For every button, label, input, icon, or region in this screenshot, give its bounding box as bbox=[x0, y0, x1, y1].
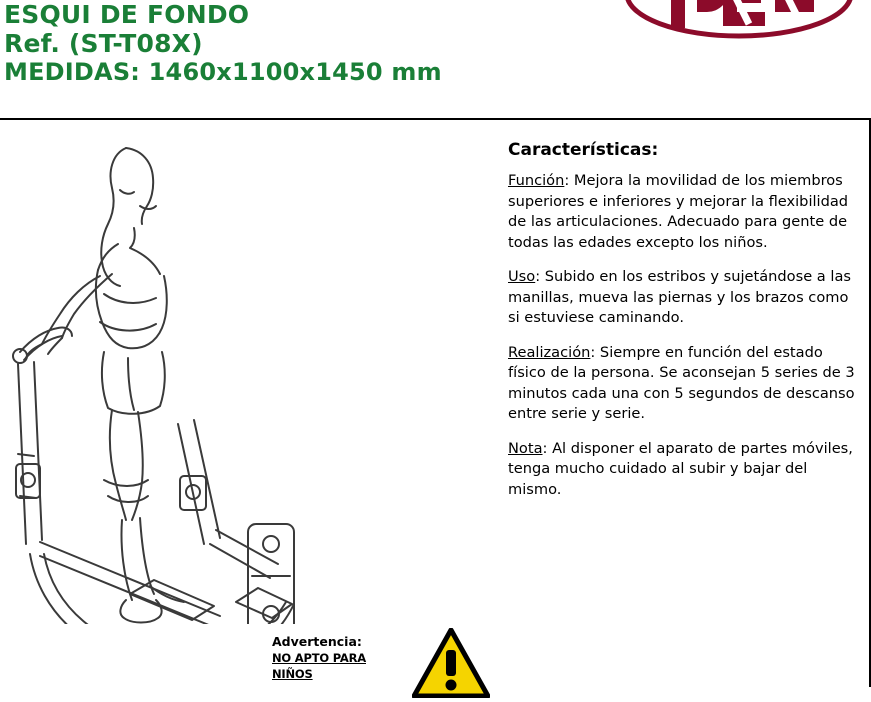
warning-block bbox=[272, 630, 492, 690]
product-illustration bbox=[0, 124, 470, 624]
feature-paragraph-funcion bbox=[508, 171, 858, 253]
warning-text bbox=[272, 634, 398, 682]
feature-paragraph-nota bbox=[508, 439, 858, 501]
feature-lead-uso: Uso bbox=[508, 268, 536, 285]
feature-lead-realizacion: Realización bbox=[508, 343, 591, 361]
feature-lead-nota: Nota bbox=[508, 439, 543, 457]
warning-triangle-icon bbox=[412, 628, 490, 698]
product-title-block bbox=[4, 0, 564, 87]
feature-lead-funcion: Función bbox=[508, 172, 565, 189]
feature-body-uso: : Subido en los estribos y sujetándose a las manillas, mueva las piernas y los brazos como si estuviese caminando. bbox=[508, 268, 851, 326]
features-column bbox=[508, 140, 858, 514]
features-heading: Características: bbox=[508, 140, 659, 160]
product-reference: Ref. (ST-T08X) bbox=[4, 29, 203, 58]
feature-paragraph-realizacion bbox=[508, 343, 858, 425]
header-divider bbox=[0, 118, 871, 120]
product-name: ESQUI DE FONDO bbox=[4, 0, 250, 29]
company-logo bbox=[623, 0, 855, 62]
feature-paragraph-uso bbox=[508, 267, 858, 329]
warning-note: NO APTO PARA NIÑOS bbox=[272, 651, 366, 681]
feature-body-realizacion: : Siempre en función del estado físico de la persona. Se aconsejan 5 series de 3 minutos cada una con 5 segundos de descanso entre serie y serie. bbox=[508, 343, 855, 422]
feature-body-funcion: : Mejora la movilidad de los miembros superiores e inferiores y mejorar la flexibilidad de las articulaciones. Adecuado para gente de todas las edades excepto los niños. bbox=[508, 172, 849, 251]
warning-label: Advertencia: bbox=[272, 634, 362, 649]
feature-body-nota: : Al disponer el aparato de partes móviles, tenga mucho cuidado al subir y bajar del mismo. bbox=[508, 439, 853, 498]
product-dimensions: MEDIDAS: 1460x1100x1450 mm bbox=[4, 58, 442, 86]
document-header bbox=[0, 0, 871, 112]
